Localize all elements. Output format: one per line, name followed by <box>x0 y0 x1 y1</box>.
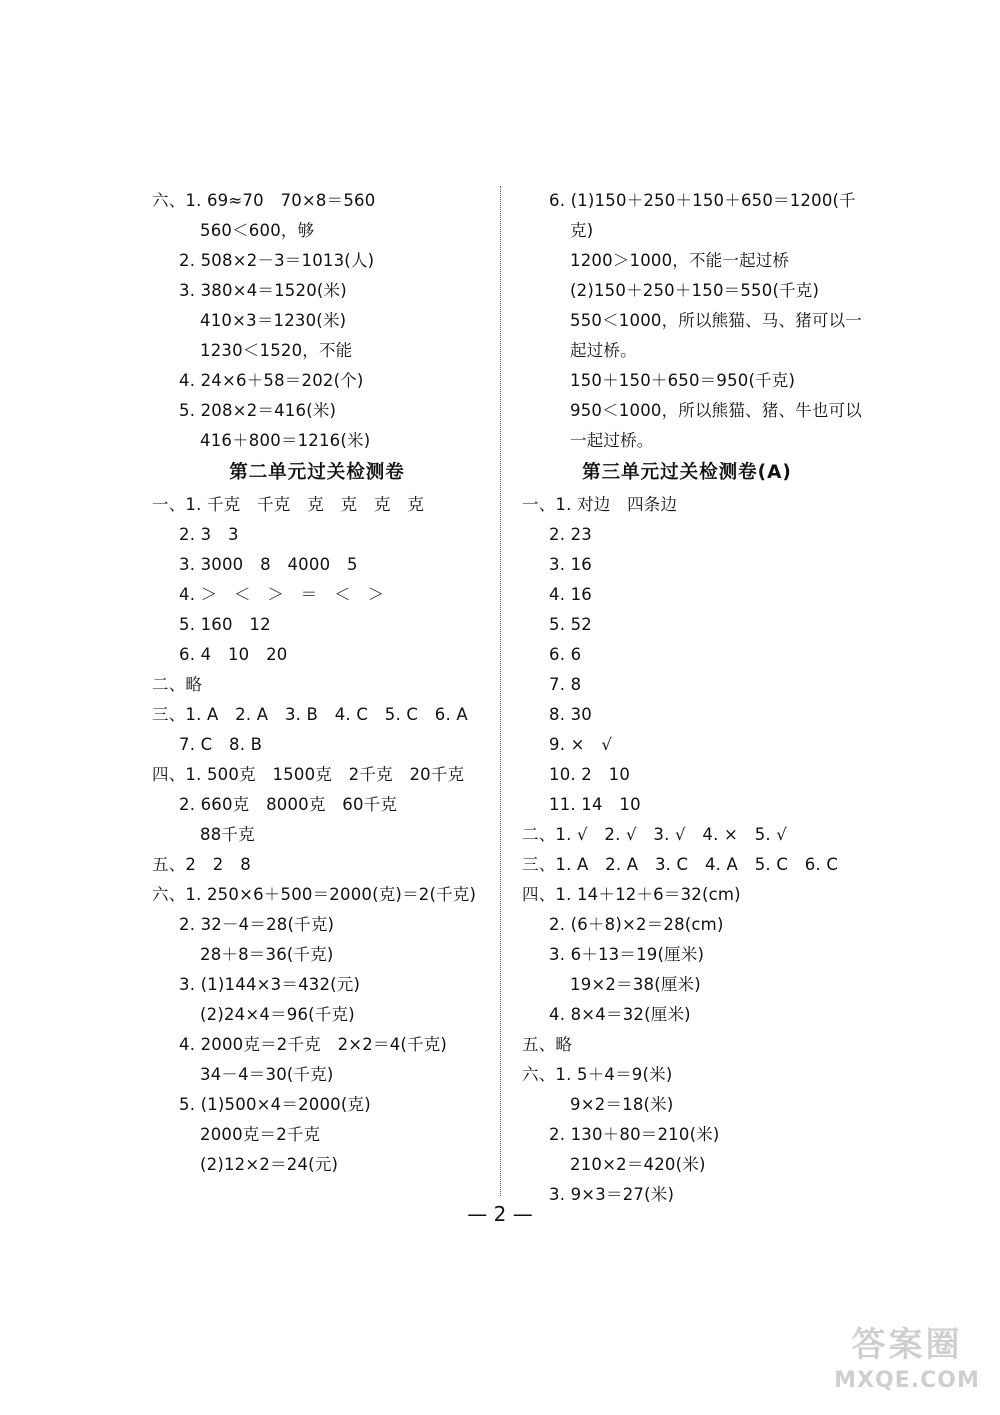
answer-line: 起过桥。 <box>570 341 637 360</box>
page-number: — 2 — <box>467 1202 533 1226</box>
answer-line: 11. 14 10 <box>549 795 641 814</box>
answer-line: 5. (1)500×4＝2000(克) <box>179 1095 371 1114</box>
answer-line: 5. 52 <box>549 615 592 634</box>
answer-line: 7. 8 <box>549 675 582 694</box>
watermark-logo <box>832 1323 982 1401</box>
answer-line: 28＋8＝36(千克) <box>200 945 334 964</box>
answer-line: 2. 32－4＝28(千克) <box>179 915 335 934</box>
left-column <box>152 186 482 1180</box>
answer-line: 4. 2000克＝2千克 2×2＝4(千克) <box>179 1035 448 1054</box>
answer-line: 2. 508×2－3＝1013(人) <box>179 251 375 270</box>
answer-line: 410×3＝1230(米) <box>200 311 347 330</box>
answer-line: (2)12×2＝24(元) <box>200 1155 339 1174</box>
answer-line: 6. (1)150＋250＋150＋650＝1200(千 <box>549 191 856 210</box>
answer-line: 6. 6 <box>549 645 582 664</box>
answer-line: 一起过桥。 <box>570 431 654 450</box>
answer-line: 416＋800＝1216(米) <box>200 431 371 450</box>
answer-line: 4. ＞ ＜ ＞ ＝ ＜ ＞ <box>179 585 385 604</box>
answer-line: 34－4＝30(千克) <box>200 1065 334 1084</box>
right-column <box>522 186 862 1210</box>
answer-line: 二、1. √ 2. √ 3. √ 4. × 5. √ <box>522 825 788 844</box>
column-divider <box>500 186 501 1196</box>
answer-line: 三、1. A 2. A 3. B 4. C 5. C 6. A <box>152 705 468 724</box>
answer-line: 五、略 <box>522 1035 573 1054</box>
answer-line: 19×2＝38(厘米) <box>570 975 701 994</box>
answer-line: 5. 160 12 <box>179 615 271 634</box>
answer-line: 一、1. 千克 千克 克 克 克 克 <box>152 495 425 514</box>
answer-line: (2)24×4＝96(千克) <box>200 1005 355 1024</box>
watermark-site: MXQE.COM <box>834 1368 980 1393</box>
watermark-mark: 答案圈 <box>851 1325 963 1365</box>
answer-line: 2. 3 3 <box>179 525 239 544</box>
answer-line: 9×2＝18(米) <box>570 1095 674 1114</box>
answer-line: 560＜600，够 <box>200 221 315 240</box>
answer-line: 4. 8×4＝32(厘米) <box>549 1005 691 1024</box>
answer-line: (2)150＋250＋150＝550(千克) <box>570 281 820 300</box>
answer-line: 3. (1)144×3＝432(元) <box>179 975 361 994</box>
answer-line: 四、1. 14＋12＋6＝32(cm) <box>522 885 741 904</box>
answer-line: 150＋150＋650＝950(千克) <box>570 371 796 390</box>
answer-line: 四、1. 500克 1500克 2千克 20千克 <box>152 765 465 784</box>
answer-line: 1230＜1520，不能 <box>200 341 353 360</box>
answer-line: 2. 660克 8000克 60千克 <box>179 795 398 814</box>
answer-line: 950＜1000，所以熊猫、猪、牛也可以 <box>570 401 862 420</box>
answer-line: 3. 9×3＝27(米) <box>549 1185 675 1204</box>
section-heading: 第二单元过关检测卷 <box>229 462 405 483</box>
answer-line: 六、1. 69≈70 70×8＝560 <box>152 191 376 210</box>
answer-line: 3. 380×4＝1520(米) <box>179 281 347 300</box>
answer-line: 9. × √ <box>549 735 613 754</box>
answer-line: 2. (6＋8)×2＝28(cm) <box>549 915 724 934</box>
answer-line: 一、1. 对边 四条边 <box>522 495 678 514</box>
answer-line: 1200＞1000，不能一起过桥 <box>570 251 790 270</box>
answer-line: 210×2＝420(米) <box>570 1155 706 1174</box>
answer-line: 8. 30 <box>549 705 592 724</box>
answer-line: 六、1. 5＋4＝9(米) <box>522 1065 673 1084</box>
answer-line: 88千克 <box>200 825 255 844</box>
answer-line: 3. 3000 8 4000 5 <box>179 555 358 574</box>
answer-line: 3. 6＋13＝19(厘米) <box>549 945 705 964</box>
answer-line: 二、略 <box>152 675 203 694</box>
answer-line: 550＜1000，所以熊猫、马、猪可以一 <box>570 311 862 330</box>
answer-line: 2000克＝2千克 <box>200 1125 321 1144</box>
answer-line: 2. 130＋80＝210(米) <box>549 1125 720 1144</box>
answer-line: 10. 2 10 <box>549 765 631 784</box>
section-heading: 第三单元过关检测卷(A) <box>582 462 792 483</box>
answer-line: 2. 23 <box>549 525 592 544</box>
answer-line: 5. 208×2＝416(米) <box>179 401 337 420</box>
answer-line: 6. 4 10 20 <box>179 645 288 664</box>
answer-line: 三、1. A 2. A 3. C 4. A 5. C 6. C <box>522 855 839 874</box>
answer-line: 五、2 2 8 <box>152 855 251 874</box>
answer-line: 7. C 8. B <box>179 735 263 754</box>
answer-line: 4. 16 <box>549 585 592 604</box>
answer-line: 4. 24×6＋58＝202(个) <box>179 371 364 390</box>
answer-line: 克) <box>570 221 594 240</box>
answer-line: 3. 16 <box>549 555 592 574</box>
answer-line: 六、1. 250×6＋500＝2000(克)＝2(千克) <box>152 885 477 904</box>
